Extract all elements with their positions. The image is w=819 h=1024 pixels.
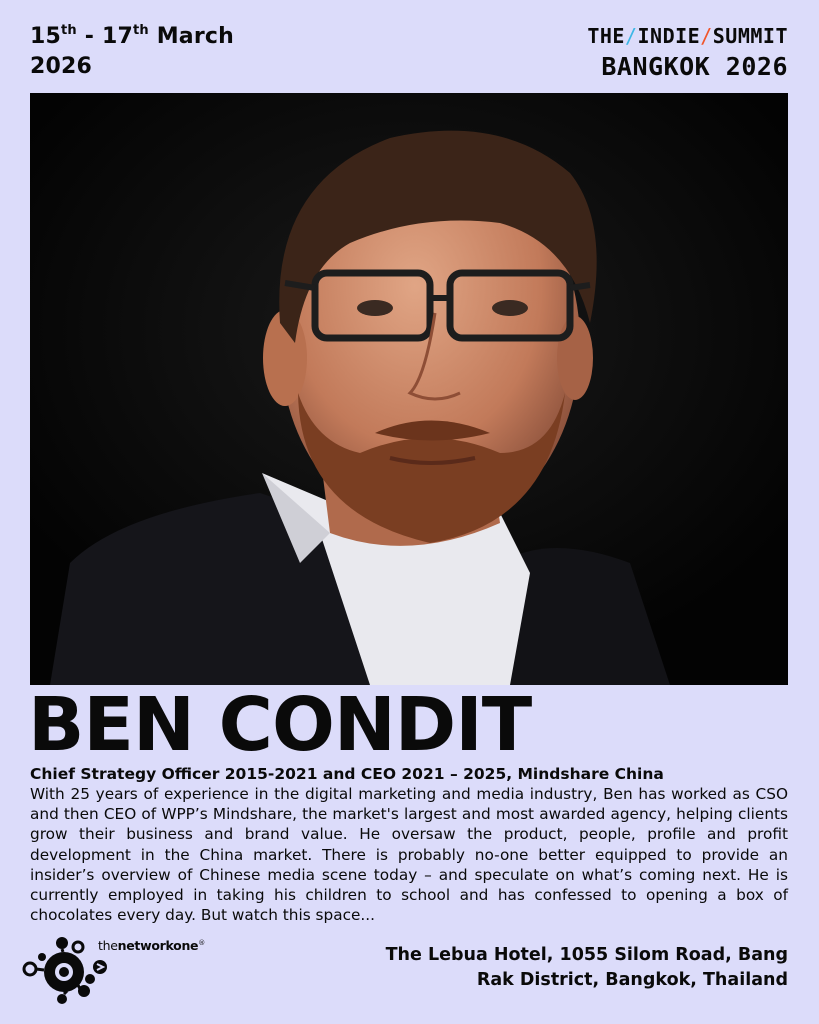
speaker-bio: With 25 years of experience in the digital marketing and media industry, Ben has worked as CSO and then CEO of WPP’s Mindshare, the market's largest and most awarded agency, helping clients grow their business and brand value. He oversaw the product, people, profile and profit development in the China market. There is probably no-one better equipped to provide an insider’s overview of Chinese media scene today – and speculate on what’s coming next. He is currently employed in taking his children to school and has confessed to opening a box of chocolates every day. But watch this space... <box>30 785 788 925</box>
speaker-photo <box>30 93 788 685</box>
event-brand-city-year: BANGKOK 2026 <box>601 52 788 81</box>
event-brand <box>587 22 788 84</box>
event-date-year: 2026 <box>30 54 93 79</box>
speaker-portrait-image <box>30 93 788 685</box>
venue-address <box>386 943 788 993</box>
event-brand-title: THE/INDIE/SUMMIT <box>587 24 788 48</box>
event-date-line1: 15th - 17th March <box>30 23 234 49</box>
speaker-role: Chief Strategy Officer 2015-2021 and CEO 2021 – 2025, Mindshare China <box>30 765 664 783</box>
venue-address-line1: The Lebua Hotel, 1055 Silom Road, Bang <box>385 945 788 965</box>
event-date <box>30 22 234 82</box>
venue-address-line2: Rak District, Bangkok, Thailand <box>476 970 788 990</box>
networkone-logo-text: thenetworkone® <box>98 938 205 953</box>
speaker-name: BEN CONDIT <box>28 682 532 768</box>
